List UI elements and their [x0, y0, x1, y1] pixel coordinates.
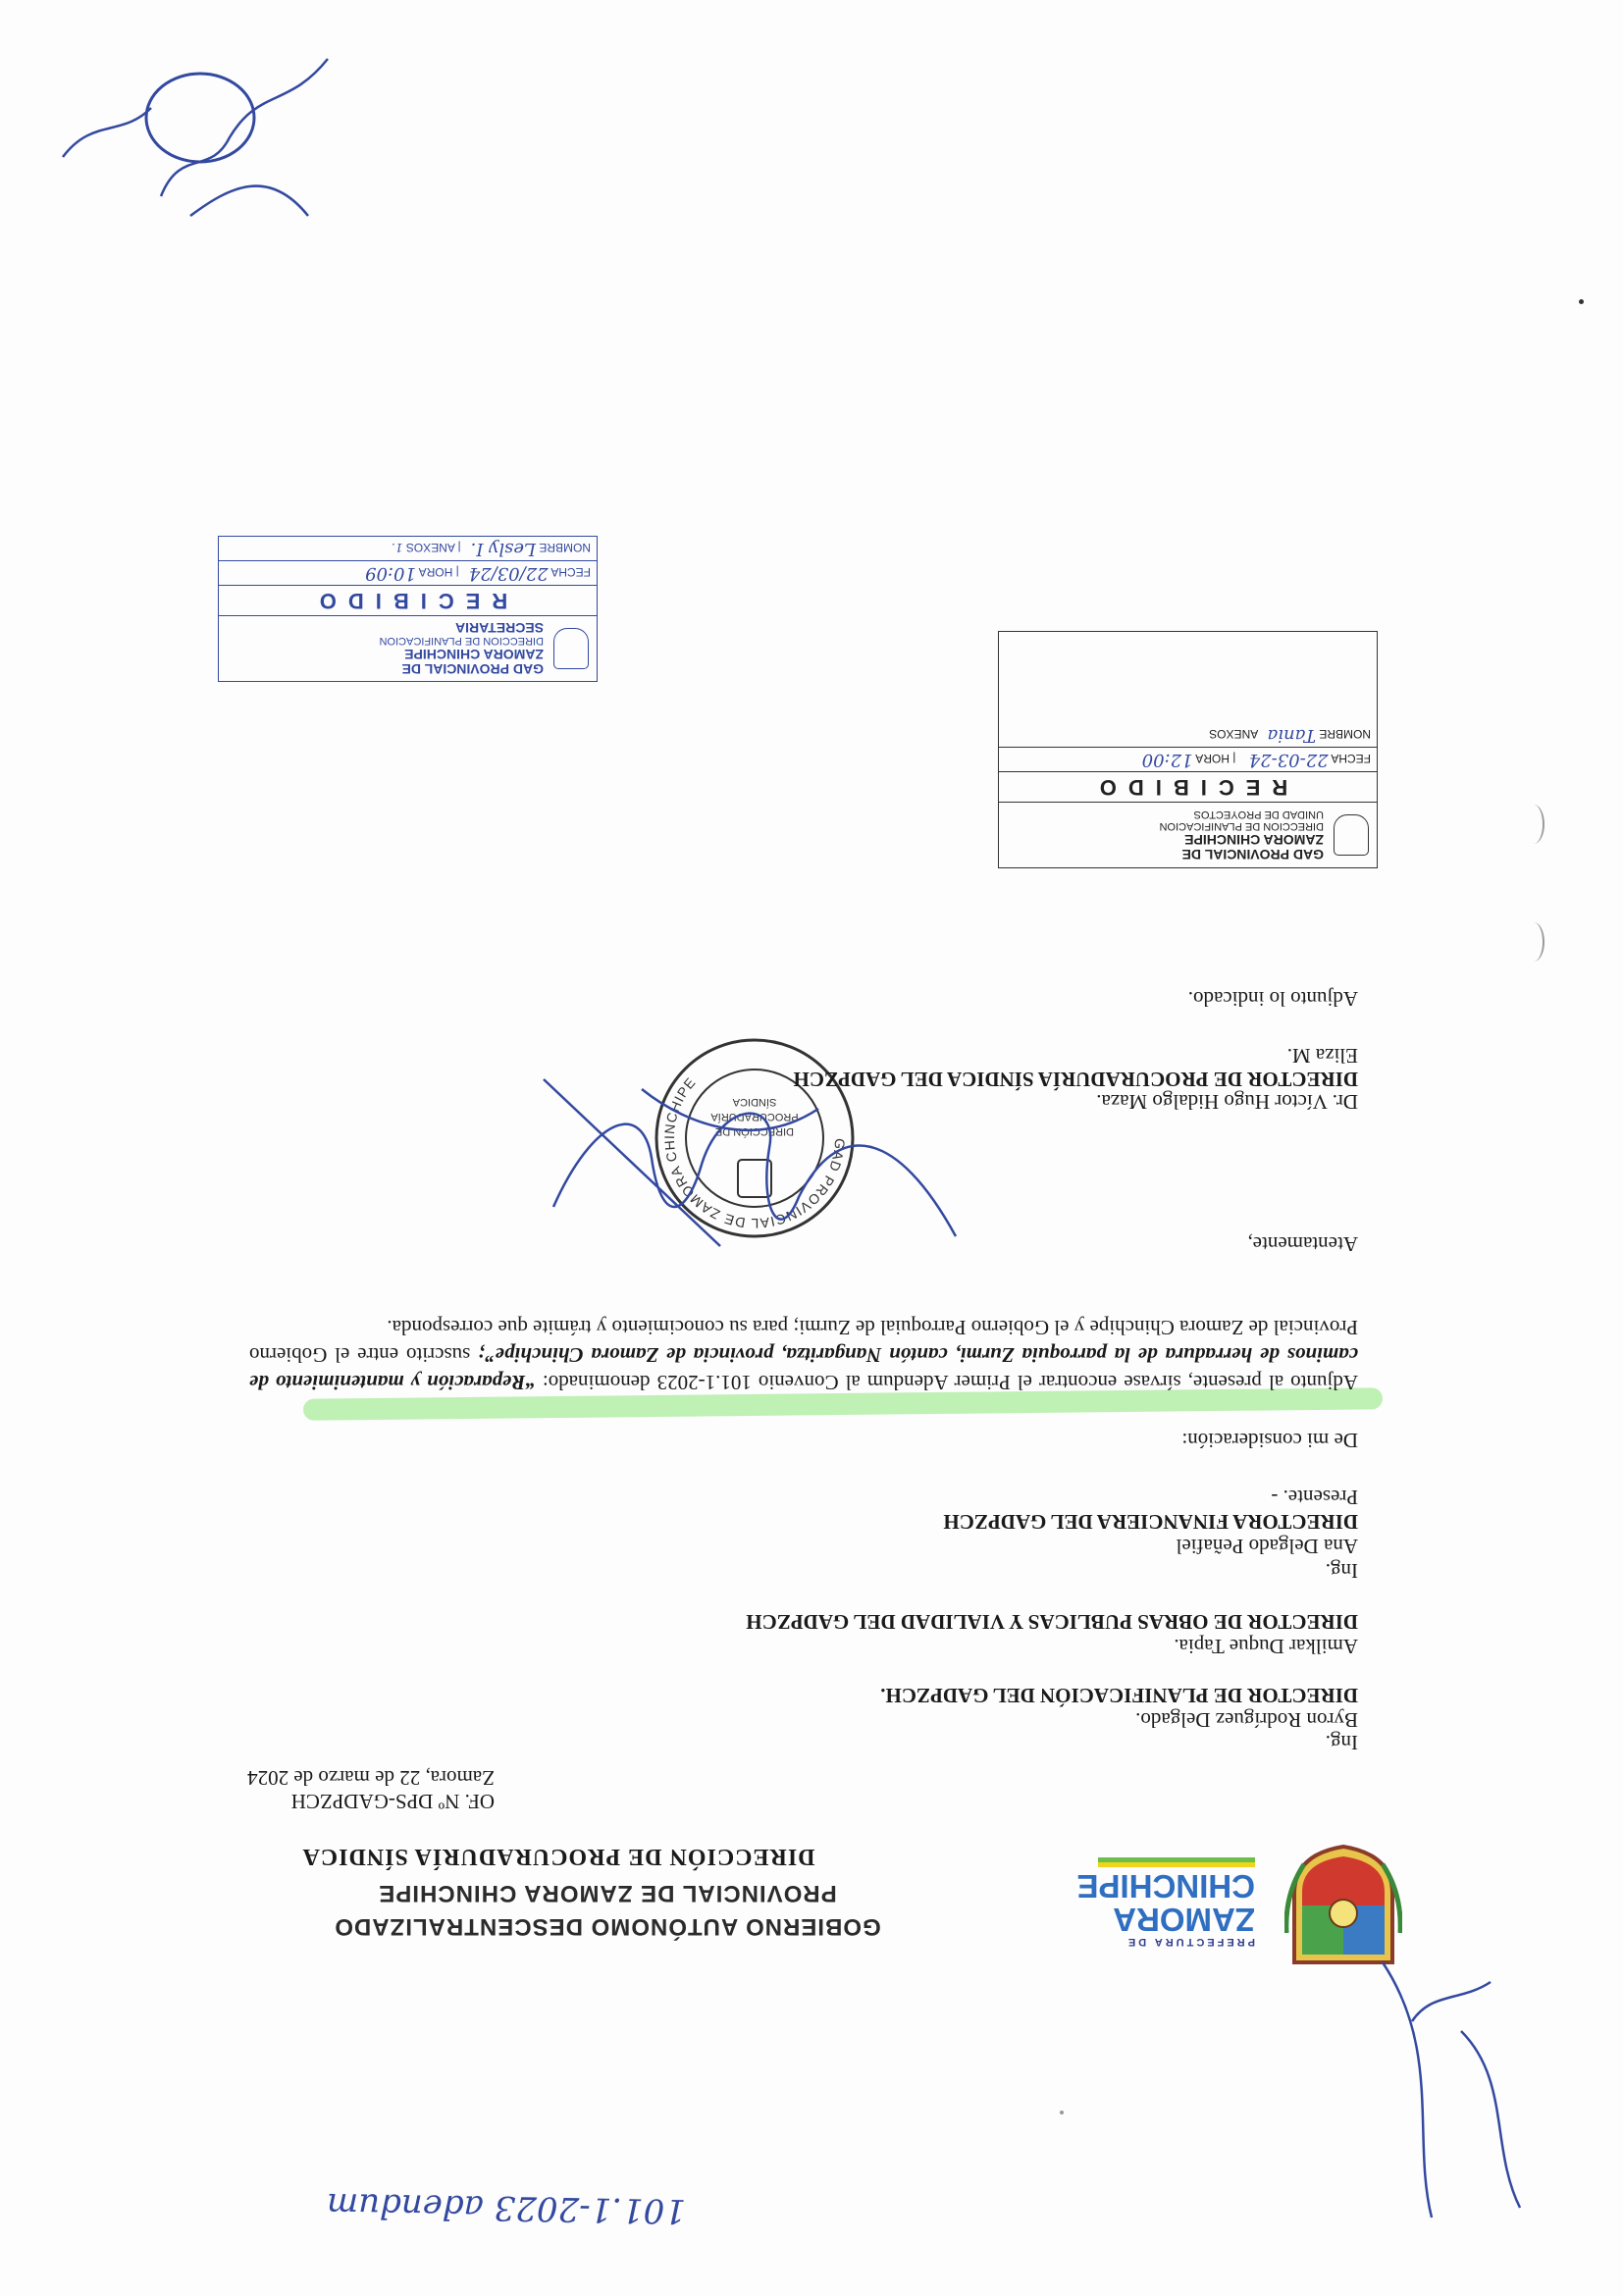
received-stamp-secretaria — [218, 536, 598, 682]
fecha-label: FECHA — [550, 565, 591, 579]
anexos-value: 1. — [392, 541, 403, 554]
brand-name-2: CHINCHIPE — [1076, 1868, 1255, 1905]
nombre-value: Lesly I. — [470, 539, 536, 559]
fecha-label: FECHA — [1331, 752, 1371, 765]
recipient-1-name: Byron Rodríguez Delgado. — [1135, 1708, 1358, 1732]
seal-center-2: PROCURADURÍA — [710, 1111, 799, 1122]
stamp-received-label: RECIBIDO — [999, 772, 1377, 803]
fecha-value: 22-03-24 — [1248, 750, 1329, 770]
typist-initials: Eliza M. — [1286, 1044, 1358, 1068]
nombre-label: NOMBRE — [539, 541, 591, 554]
stamp-emblem-icon — [553, 628, 589, 669]
punch-hole-mark — [1523, 922, 1544, 962]
signer-position: DIRECTOR DE PROCURADURÍA SÍNDICA DEL GADPZCH — [793, 1068, 1358, 1091]
scan-speck — [1060, 2111, 1064, 2114]
seal-ring-text: GAD PROVINCIAL DE ZAMORA CHINCHIPE — [660, 1073, 849, 1232]
nombre-label: NOMBRE — [1319, 727, 1371, 741]
recipient-2-name: Amilkar Duque Tapia. — [1174, 1635, 1358, 1658]
attachment-note: Adjunto lo indicado. — [1187, 987, 1358, 1011]
stamp-line-3: DIRECCION DE PLANIFICACION — [1159, 820, 1324, 832]
greeting: De mi consideración: — [1181, 1429, 1358, 1452]
recipient-1-title: Ing. — [1325, 1731, 1358, 1754]
recipient-3-name: Ana Delgado Peñafiel — [1176, 1535, 1358, 1558]
recipient-1-position: DIRECTOR DE PLANIFICACIÓN DEL GADPZCH. — [880, 1684, 1358, 1707]
stamp-date-row: FECHA 22/03/24 | HORA 10:09 — [219, 561, 597, 586]
recipient-3-title: Ing. — [1325, 1559, 1358, 1583]
stamp-header — [219, 616, 597, 681]
closing: Atentamente, — [1247, 1232, 1358, 1256]
stamp-line-2: ZAMORA CHINCHIPE — [404, 647, 544, 663]
office-number: OF. Nº DPS-GADPZCH — [290, 1790, 495, 1813]
stamp-received-label: RECIBIDO — [219, 586, 597, 616]
stamp-line-4: UNIDAD DE PROYECTOS — [1193, 809, 1324, 820]
stamp-name-row — [999, 723, 1377, 748]
stamp-date-row: FECHA 22-03-24 | HORA 12:00 — [999, 748, 1377, 772]
brand-prefix: PREFECTURA DE — [1125, 1936, 1255, 1948]
fecha-value: 22/03/24 — [468, 563, 549, 584]
stamp-line-3: DIRECCION DE PLANIFICACION — [379, 635, 544, 648]
stamp-line-2: ZAMORA CHINCHIPE — [1184, 832, 1324, 848]
stamp-name-row: NOMBRE Lesly I. | ANEXOS 1. — [219, 537, 597, 561]
seal-center-3: SÍNDICA — [732, 1096, 777, 1108]
hora-label: HORA — [419, 565, 453, 579]
hora-value: 10:09 — [365, 563, 416, 584]
body-emphasis: “Reparación y mantenimiento de caminos de herradura de la parroquia Zurmi, cantón Nangaritza, provincia de Zamora Chinchipe”; — [249, 1343, 1358, 1394]
stamp-line-1: GAD PROVINCIAL DE — [1181, 847, 1324, 862]
handwritten-corner-initials — [1353, 1943, 1549, 2227]
brand-name-1: ZAMORA — [1113, 1902, 1255, 1938]
hora-value: 12:00 — [1141, 750, 1193, 770]
presente-line: Presente. - — [1271, 1486, 1358, 1509]
department-title: DIRECCIÓN DE PROCURADURÍA SÍNDICA — [301, 1844, 815, 1869]
handwritten-margin-note — [53, 29, 347, 255]
brand-stripe-yellow — [1098, 1862, 1255, 1867]
stamp-line-4: SECRETARIA — [455, 620, 544, 637]
letter-date: Zamora, 22 de marzo de 2024 — [247, 1766, 495, 1790]
handwritten-bottom-note: 101.1-2023 adendum — [326, 2184, 687, 2231]
stamp-line-1: GAD PROVINCIAL DE — [401, 661, 544, 678]
recipient-2-position: DIRECTOR DE OBRAS PUBLICAS Y VIALIDAD DEL GADPZCH — [746, 1610, 1358, 1634]
nombre-value: Tania — [1267, 725, 1316, 746]
prefectura-brand — [1076, 1857, 1255, 1948]
body-text-2: suscrito entre el Gobierno Provincial de Zamora Chinchipe y el Gobierno Parroquial de Zurmi; para su conocimiento y trámite que corresponda. — [249, 1316, 1358, 1367]
org-line-2: PROVINCIAL DE ZAMORA CHINCHIPE — [378, 1880, 837, 1906]
stamp-emblem-icon — [1334, 814, 1369, 856]
body-text-1: Adjunto al presente, sírvase encontrar el Primer Adendum al Convenio 101.1-2023 denominado: — [535, 1371, 1358, 1394]
seal-center-1: DIRECCIÓN DE — [714, 1125, 795, 1137]
scan-speck — [1579, 299, 1584, 304]
brand-stripe-green — [1098, 1857, 1255, 1862]
handwritten-signature — [524, 1070, 1015, 1266]
anexos-label: ANEXOS — [1209, 727, 1259, 741]
anexos-label: ANEXOS — [405, 541, 455, 554]
recipient-3-position: DIRECTORA FINANCIERA DEL GADPZCH — [943, 1510, 1358, 1534]
org-line-1: GOBIERNO AUTÓNOMO DESCENTRALIZADO — [334, 1913, 881, 1940]
hora-label: HORA — [1195, 752, 1230, 765]
signer-name: Dr. Víctor Hugo Hidalgo Maza. — [1096, 1090, 1358, 1114]
body-paragraph — [249, 1314, 1358, 1396]
stamp-header — [999, 803, 1377, 867]
punch-hole-mark — [1523, 805, 1544, 844]
organization-title — [235, 1876, 980, 1943]
received-stamp-projects — [998, 631, 1378, 868]
